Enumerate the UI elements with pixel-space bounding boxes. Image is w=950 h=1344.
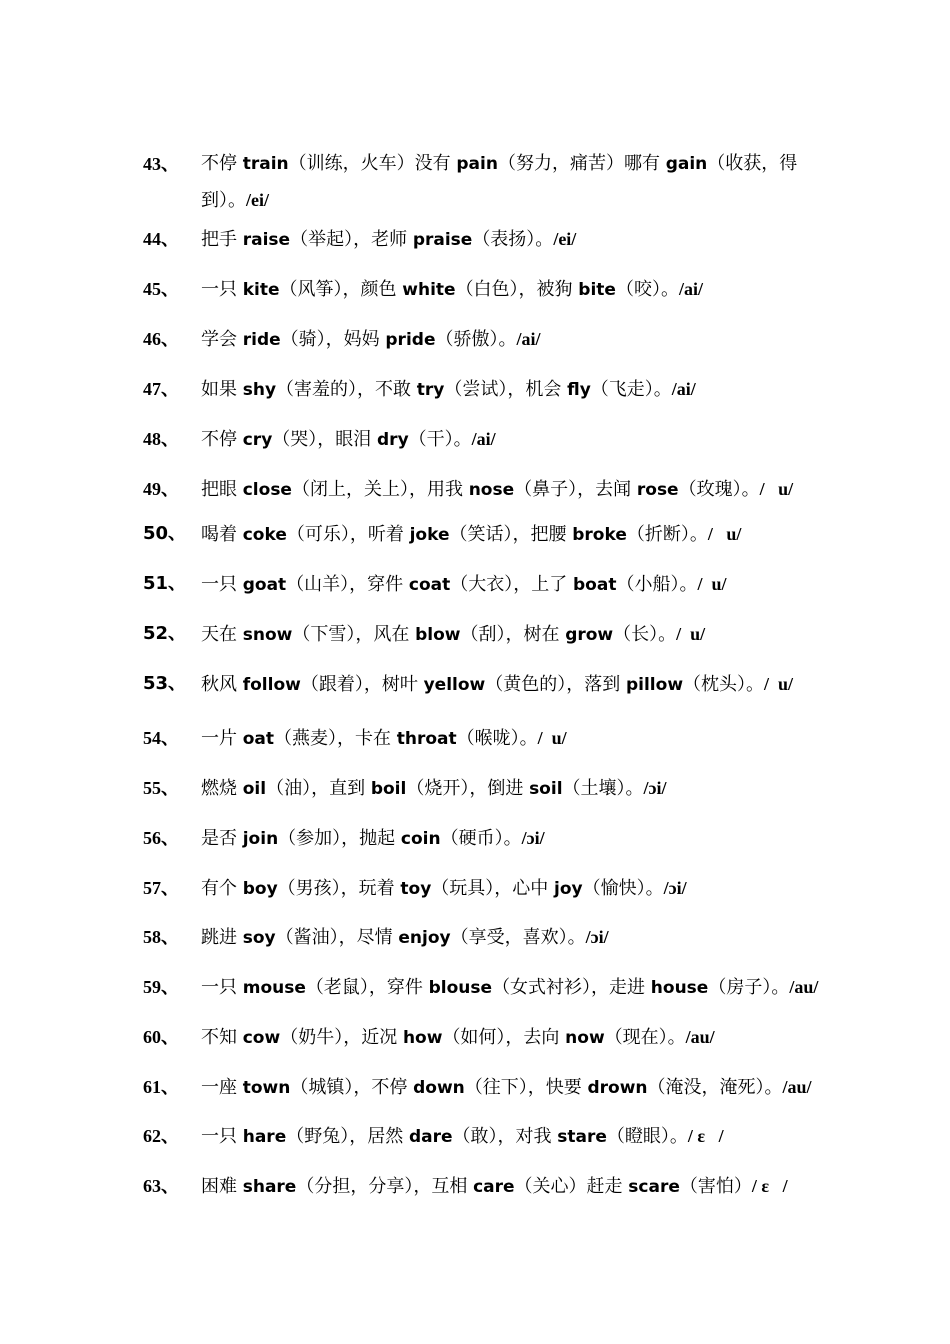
phonetic-symbol: / ε / xyxy=(751,1176,788,1196)
english-word: raise xyxy=(242,230,291,250)
item-text-line xyxy=(201,1174,788,1199)
chinese-text: （大衣），上了 xyxy=(450,574,574,595)
item-text-line xyxy=(201,726,567,751)
chinese-text: 一只 xyxy=(201,574,243,595)
item-number: 53、 xyxy=(143,673,187,694)
chinese-text: （咬）。 xyxy=(615,279,679,300)
chinese-text: 学会 xyxy=(201,329,243,350)
item-text-line xyxy=(201,622,705,647)
english-word: ride xyxy=(242,330,281,350)
english-word: broke xyxy=(572,525,627,545)
english-word: blow xyxy=(415,625,461,645)
phonetic-symbol: /ɔi/ xyxy=(663,878,687,898)
item-text-line xyxy=(201,522,741,547)
chinese-text: （鼻子），去闻 xyxy=(514,479,637,500)
chinese-text: （哭），眼泪 xyxy=(272,429,378,450)
item-text-line xyxy=(201,925,609,950)
chinese-text: （表扬）。 xyxy=(472,229,554,250)
chinese-text: （野兔），居然 xyxy=(286,1126,409,1147)
phonetic-symbol: / u/ xyxy=(697,574,727,594)
chinese-text: （酱油），尽情 xyxy=(275,927,399,948)
item-text-line xyxy=(201,427,496,452)
item-number: 59、 xyxy=(143,977,179,997)
phonetic-symbol: / u/ xyxy=(764,674,794,694)
chinese-text: 喝着 xyxy=(201,524,243,545)
phonetic-symbol: /ai/ xyxy=(678,279,703,299)
phonetic-symbol: / u/ xyxy=(759,479,794,499)
item-text-line xyxy=(201,826,545,851)
item-text-line xyxy=(201,477,793,502)
chinese-text: （害怕） xyxy=(679,1176,752,1197)
chinese-text: 是否 xyxy=(201,828,243,849)
item-text-line xyxy=(201,1124,724,1149)
english-word: gain xyxy=(665,154,708,174)
english-word: pillow xyxy=(625,675,684,695)
chinese-text: （玩具），心中 xyxy=(431,878,555,899)
chinese-text: 一只 xyxy=(201,977,243,998)
chinese-text: （跟着），树叶 xyxy=(300,674,424,695)
phonetic-symbol: / u/ xyxy=(707,524,742,544)
item-text-line xyxy=(201,327,541,352)
chinese-text: （土壤）。 xyxy=(562,778,644,799)
item-text-line xyxy=(201,277,703,302)
chinese-text: （老鼠），穿件 xyxy=(305,977,429,998)
english-word: kite xyxy=(242,280,280,300)
english-word: coat xyxy=(408,575,451,595)
english-word: goat xyxy=(242,575,287,595)
item-number: 49、 xyxy=(143,479,179,499)
item-text-line xyxy=(201,572,726,597)
item-text-line xyxy=(201,672,793,697)
english-word: scare xyxy=(628,1177,680,1197)
item-text-line xyxy=(201,377,696,402)
chinese-text: （刮），树在 xyxy=(460,624,566,645)
chinese-text: 一片 xyxy=(201,728,243,749)
english-word: down xyxy=(413,1078,465,1098)
english-word: blouse xyxy=(428,978,493,998)
english-word: boat xyxy=(573,575,617,595)
item-number: 55、 xyxy=(143,778,179,798)
english-word: pain xyxy=(456,154,498,174)
phonetic-symbol: /au/ xyxy=(685,1027,715,1047)
phonetic-symbol: / u/ xyxy=(676,624,706,644)
english-word: nose xyxy=(468,480,515,500)
item-text-line xyxy=(201,188,269,213)
chinese-text: （油），直到 xyxy=(266,778,371,799)
chinese-text: （风筝），颜色 xyxy=(279,279,403,300)
english-word: share xyxy=(242,1177,297,1197)
phonetic-symbol: /ai/ xyxy=(471,429,496,449)
chinese-text: （女式衬衫），走进 xyxy=(492,977,651,998)
chinese-text: （奶牛），近况 xyxy=(280,1027,403,1048)
english-word: try xyxy=(416,380,445,400)
chinese-text: 不知 xyxy=(201,1027,243,1048)
english-word: fly xyxy=(567,380,591,400)
chinese-text: （可乐），听着 xyxy=(286,524,410,545)
item-number: 63、 xyxy=(143,1176,179,1196)
chinese-text: （长）。 xyxy=(613,624,677,645)
chinese-text: （城镇），不停 xyxy=(290,1077,414,1098)
chinese-text: 困难 xyxy=(201,1176,243,1197)
chinese-text: （尝试），机会 xyxy=(444,379,568,400)
item-text-line xyxy=(201,227,576,252)
item-number: 57、 xyxy=(143,878,179,898)
english-word: follow xyxy=(242,675,301,695)
chinese-text: 天在 xyxy=(201,624,243,645)
chinese-text: （收获，得 xyxy=(707,153,798,174)
item-number: 62、 xyxy=(143,1126,179,1146)
english-word: shy xyxy=(242,380,277,400)
english-word: how xyxy=(402,1028,443,1048)
chinese-text: （骑），妈妈 xyxy=(280,329,386,350)
chinese-text: 到）。 xyxy=(201,190,246,211)
english-word: mouse xyxy=(242,978,306,998)
chinese-text: （喉咙）。 xyxy=(456,728,538,749)
item-number: 61、 xyxy=(143,1077,179,1097)
chinese-text: （如何），去向 xyxy=(442,1027,566,1048)
english-word: toy xyxy=(400,879,432,899)
phonetic-symbol: /ei/ xyxy=(553,229,577,249)
phonetic-symbol: /ɔi/ xyxy=(643,778,667,798)
chinese-text: 不停 xyxy=(201,429,243,450)
english-word: grow xyxy=(565,625,614,645)
phonetic-symbol: / ε / xyxy=(687,1126,724,1146)
chinese-text: （骄傲）。 xyxy=(435,329,517,350)
chinese-text: （淹没，淹死）。 xyxy=(647,1077,783,1098)
item-number: 58、 xyxy=(143,927,179,947)
english-word: train xyxy=(242,154,289,174)
chinese-text: （黄色的），落到 xyxy=(485,674,626,695)
english-word: joke xyxy=(409,525,450,545)
english-word: soil xyxy=(529,779,563,799)
english-word: praise xyxy=(412,230,473,250)
chinese-text: 跳进 xyxy=(201,927,243,948)
item-number: 60、 xyxy=(143,1027,179,1047)
english-word: snow xyxy=(242,625,293,645)
chinese-text: （玫瑰）。 xyxy=(678,479,760,500)
chinese-text: （分担，分享），互相 xyxy=(296,1176,474,1197)
english-word: now xyxy=(565,1028,605,1048)
chinese-text: 一只 xyxy=(201,279,243,300)
chinese-text: （烧开），倒进 xyxy=(406,778,530,799)
chinese-text: （举起），老师 xyxy=(290,229,413,250)
english-word: yellow xyxy=(423,675,486,695)
chinese-text: （男孩），玩着 xyxy=(277,878,401,899)
chinese-text: （害羞的），不敢 xyxy=(276,379,417,400)
english-word: dry xyxy=(377,430,409,450)
english-word: stare xyxy=(557,1127,607,1147)
item-number: 47、 xyxy=(143,379,179,399)
item-number: 45、 xyxy=(143,279,179,299)
phonetic-symbol: /ai/ xyxy=(516,329,541,349)
english-word: enjoy xyxy=(398,928,451,948)
chinese-text: （敢），对我 xyxy=(452,1126,558,1147)
english-word: rose xyxy=(636,480,679,500)
item-number: 46、 xyxy=(143,329,179,349)
phonetic-symbol: / u/ xyxy=(537,728,567,748)
phonetic-symbol: /ei/ xyxy=(246,190,269,210)
chinese-text: 不停 xyxy=(201,153,243,174)
phonetic-symbol: /ai/ xyxy=(671,379,696,399)
english-word: bite xyxy=(578,280,616,300)
item-number: 48、 xyxy=(143,429,179,449)
english-word: town xyxy=(242,1078,291,1098)
item-text-line xyxy=(201,1075,812,1100)
chinese-text: （笑话），把腰 xyxy=(449,524,573,545)
english-word: coin xyxy=(400,829,441,849)
item-text-line xyxy=(201,975,818,1000)
english-word: oat xyxy=(242,729,275,749)
phonetic-symbol: /au/ xyxy=(782,1077,812,1097)
phonetic-symbol: /ɔi/ xyxy=(585,927,609,947)
chinese-text: （小船）。 xyxy=(616,574,698,595)
chinese-text: （枕头）。 xyxy=(683,674,765,695)
english-word: join xyxy=(242,829,279,849)
chinese-text: 把眼 xyxy=(201,479,243,500)
english-word: close xyxy=(242,480,292,500)
chinese-text: （房子）。 xyxy=(708,977,790,998)
chinese-text: 燃烧 xyxy=(201,778,243,799)
chinese-text: （参加），抛起 xyxy=(278,828,401,849)
chinese-text: 秋风 xyxy=(201,674,243,695)
item-text-line xyxy=(201,776,667,801)
chinese-text: （白色），被狗 xyxy=(455,279,579,300)
chinese-text: 一只 xyxy=(201,1126,243,1147)
chinese-text: （飞走）。 xyxy=(590,379,672,400)
chinese-text: （愉快）。 xyxy=(582,878,664,899)
item-number: 44、 xyxy=(143,229,179,249)
chinese-text: （下雪），风在 xyxy=(292,624,416,645)
chinese-text: （享受，喜欢）。 xyxy=(450,927,586,948)
item-text-line xyxy=(201,876,687,901)
chinese-text: 把手 xyxy=(201,229,243,250)
chinese-text: （现在）。 xyxy=(604,1027,686,1048)
chinese-text: 一座 xyxy=(201,1077,243,1098)
english-word: cow xyxy=(242,1028,281,1048)
item-number: 43、 xyxy=(143,154,179,174)
english-word: joy xyxy=(554,879,583,899)
item-number: 52、 xyxy=(143,623,187,644)
phonetic-symbol: /ɔi/ xyxy=(521,828,545,848)
english-word: house xyxy=(650,978,709,998)
english-word: cry xyxy=(242,430,273,450)
english-word: drown xyxy=(587,1078,648,1098)
english-word: white xyxy=(402,280,456,300)
chinese-text: （折断）。 xyxy=(626,524,708,545)
english-word: boil xyxy=(370,779,407,799)
chinese-text: （往下），快要 xyxy=(464,1077,588,1098)
english-word: coke xyxy=(242,525,287,545)
chinese-text: （努力，痛苦）哪有 xyxy=(497,153,666,174)
item-text-line xyxy=(201,152,797,176)
item-number: 54、 xyxy=(143,728,179,748)
chinese-text: （干）。 xyxy=(408,429,472,450)
chinese-text: （瞪眼）。 xyxy=(606,1126,688,1147)
english-word: boy xyxy=(242,879,278,899)
english-word: oil xyxy=(242,779,267,799)
chinese-text: （燕麦），卡在 xyxy=(274,728,397,749)
item-number: 56、 xyxy=(143,828,179,848)
chinese-text: （训练，火车）没有 xyxy=(288,153,457,174)
english-word: care xyxy=(473,1177,515,1197)
chinese-text: （山羊），穿件 xyxy=(286,574,409,595)
english-word: hare xyxy=(242,1127,287,1147)
item-number: 50、 xyxy=(143,523,187,544)
english-word: pride xyxy=(385,330,436,350)
english-word: dare xyxy=(408,1127,453,1147)
chinese-text: （闭上，关上），用我 xyxy=(291,479,469,500)
item-number: 51、 xyxy=(143,573,187,594)
english-word: soy xyxy=(242,928,276,948)
phonetic-symbol: /au/ xyxy=(789,977,819,997)
chinese-text: 有个 xyxy=(201,878,243,899)
chinese-text: 如果 xyxy=(201,379,243,400)
english-word: throat xyxy=(396,729,457,749)
item-text-line xyxy=(201,1025,715,1050)
chinese-text: （硬币）。 xyxy=(440,828,522,849)
chinese-text: （关心）赶走 xyxy=(514,1176,629,1197)
